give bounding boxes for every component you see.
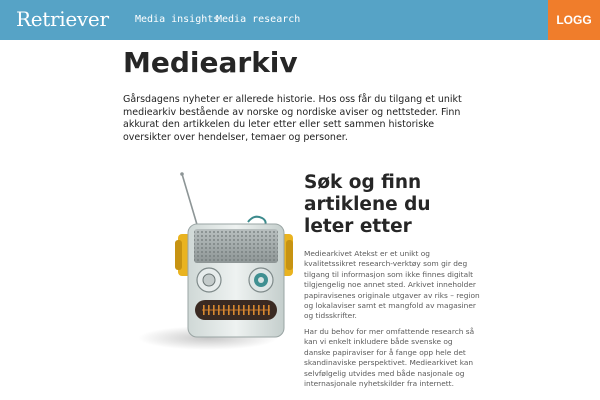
nav-media-research[interactable]: Media research <box>216 14 301 25</box>
feature-paragraph-2: Har du behov for mer omfattende research så kan vi enkelt inkludere både svenske og danske papiraviser for å fange opp hele det skandinaviske perspektivet. Mediearkivet kan selvfølgelig utvides med både nasjonale og internasjonale nyhetskilder fra internett. <box>304 327 475 389</box>
login-button[interactable]: LOGG INN <box>548 0 600 40</box>
intro-paragraph: Gårsdagens nyheter er allerede historie. Hos oss får du tilgang et unikt mediearkiv bestående av norske og nordiske aviser og nettsteder. Finn akkurat den artikkelen du leter etter eller sett sammen historiske oversikter over hendelser, temaer og personer. <box>123 94 462 143</box>
nav-media-insights[interactable]: Media insights <box>135 14 220 25</box>
feature-paragraph-1: Mediearkivet Atekst er et unikt og kvalitetssikret research-verktøy som gir deg tilgang til informasjon som ikke finnes digitalt tilgjengelig noe annet sted. Arkivet inneholder papiravisenes originale utgaver av riks – region og lokalaviser samt et mangfold av magasiner og tidsskrifter. <box>304 249 480 321</box>
retro-radio-illustration <box>136 170 296 400</box>
feature-heading: Søk og finn artiklene du leter etter <box>304 172 431 237</box>
retriever-logo[interactable]: Retriever <box>16 7 109 31</box>
page-title: Mediearkiv <box>123 46 298 79</box>
